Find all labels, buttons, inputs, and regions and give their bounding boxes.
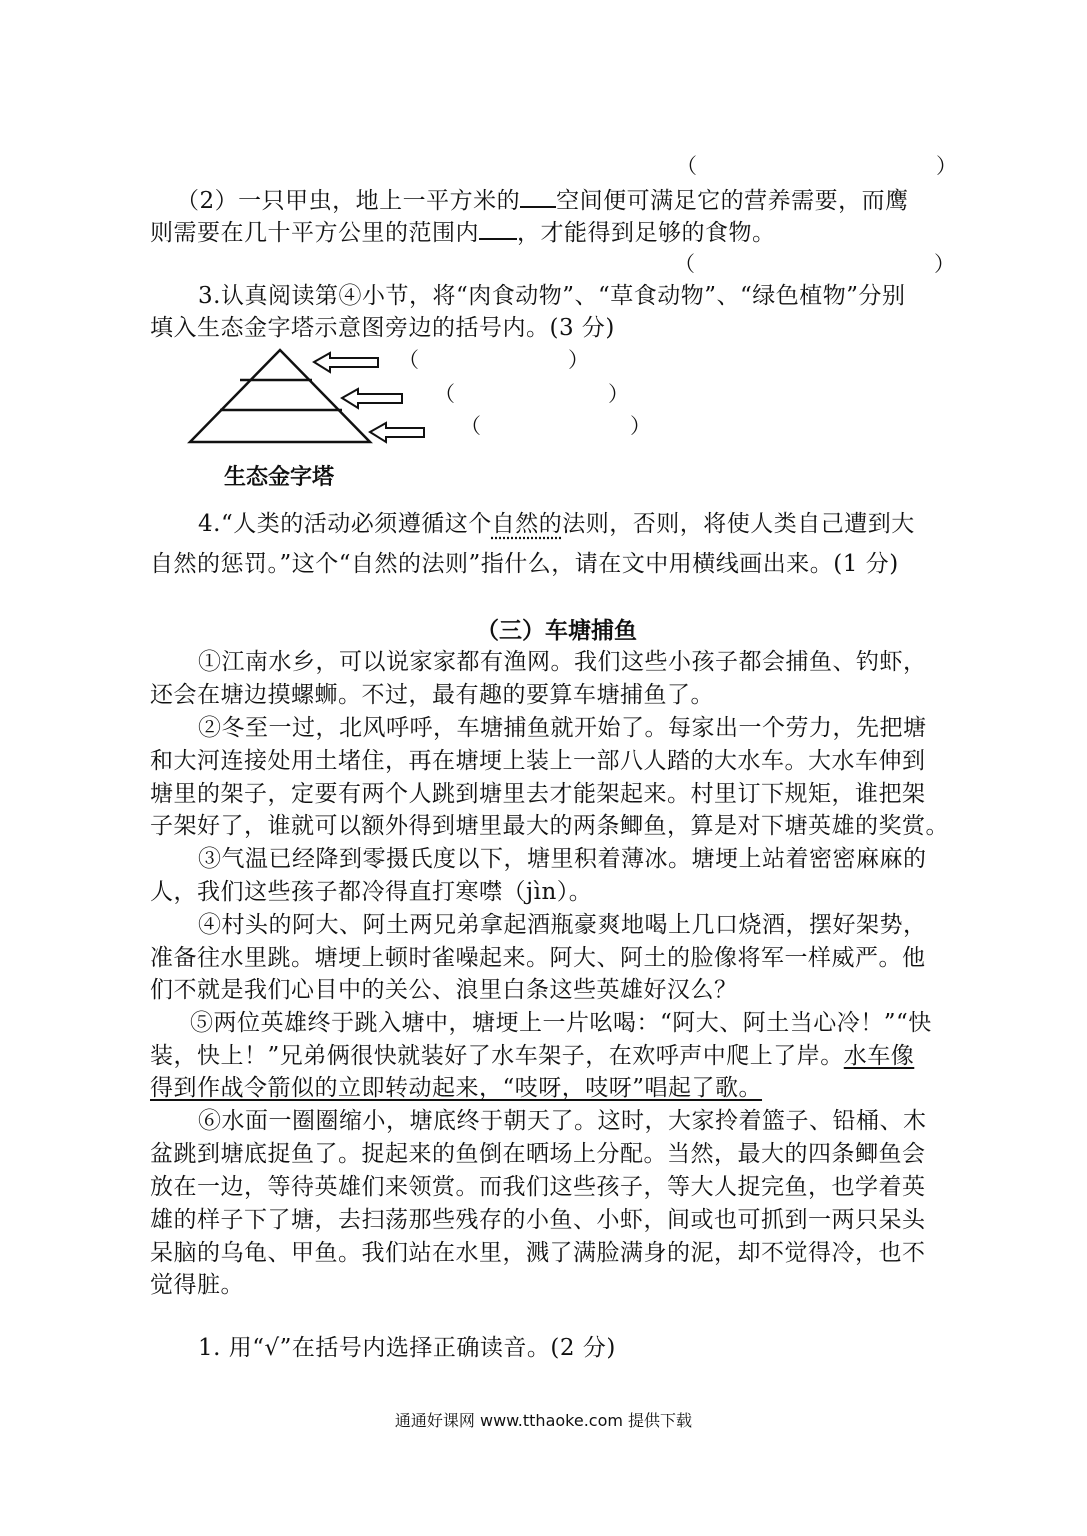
answer-paren-open: （	[460, 414, 481, 438]
q2-line-2: 则需要在几十平方公里的范围内 ，才能得到足够的食物。	[150, 214, 776, 249]
q3-line-2: 填入生态金字塔示意图旁边的括号内。(3 分)	[150, 315, 615, 341]
passage-title: （三）车塘捕鱼	[476, 618, 637, 644]
fill-blank[interactable]	[479, 214, 517, 240]
answer-paren-close: ）	[568, 348, 589, 372]
q2-line-1: （2）一只甲虫，地上一平方米的 空间便可满足它的营养需要，而鹰	[176, 182, 909, 217]
fill-blank[interactable]	[520, 182, 556, 208]
footer-text: 通通好课网 www.tthaoke.com 提供下载	[394, 1411, 693, 1430]
passage-line: ①江南水乡，可以说家家都有渔网。我们这些小孩子都会捕鱼、钓虾，	[198, 649, 927, 675]
passage-line: ④村头的阿大、阿土两兄弟拿起酒瓶豪爽地喝上几口烧酒，摆好架势，	[198, 912, 927, 938]
answer-paren-open: （	[676, 154, 697, 178]
passage-line: ②冬至一过，北风呼呼，车塘捕鱼就开始了。每家出一个劳力，先把塘	[198, 715, 927, 741]
passage-line: 还会在塘边摸螺蛳。不过，最有趣的要算车塘捕鱼了。	[150, 682, 714, 708]
passage-line: ⑥水面一圈圈缩小，塘底终于朝天了。这时，大家拎着篮子、铅桶、木	[198, 1108, 927, 1134]
pyramid-caption: 生态金字塔	[224, 465, 335, 490]
answer-paren-open: （	[674, 252, 695, 276]
answer-paren-close: ）	[936, 154, 957, 178]
q4-line-2: 自然的惩罚。”这个“自然的法则”指什么，请在文中用横线画出来。(1 分)	[150, 551, 899, 577]
passage-line: 塘里的架子，定要有两个人跳到塘里去才能架起来。村里订下规矩，谁把架	[150, 781, 926, 807]
passage-line: ⑤两位英雄终于跳入塘中，塘埂上一片吆喝：“阿大、阿土当心冷！”“快	[190, 1010, 932, 1036]
answer-paren-close: ）	[608, 382, 629, 406]
question-1: 1. 用“√”在括号内选择正确读音。(2 分)	[198, 1335, 616, 1361]
passage-line: 雄的样子下了塘，去扫荡那些残存的小鱼、小虾，间或也可抓到一两只呆头	[150, 1207, 926, 1233]
passage-line: ③气温已经降到零摄氏度以下，塘里积着薄冰。塘埂上站着密密麻麻的	[198, 846, 927, 872]
underlined-sentence: 得到作战令箭似的立即转动起来，“吱呀，吱呀”唱起了歌。	[150, 1075, 763, 1101]
passage-line: 装，快上！”兄弟俩很快就装好了水车架子，在欢呼声中爬上了岸。水车像	[150, 1043, 915, 1069]
answer-paren-close: ）	[630, 414, 651, 438]
passage-line: 人，我们这些孩子都冷得直打寒噤（jìn）。	[150, 879, 593, 905]
underlined-sentence: 水车像	[843, 1043, 915, 1069]
answer-paren-close: ）	[934, 252, 955, 276]
passage-line: 呆脑的乌龟、甲鱼。我们站在水里，溅了满脸满身的泥，却不觉得冷，也不	[150, 1240, 926, 1266]
passage-line: 子架好了，谁就可以额外得到塘里最大的两条鲫鱼，算是对下塘英雄的奖赏。	[150, 813, 949, 839]
answer-paren-open: （	[434, 382, 455, 406]
arrow-left-icon	[342, 389, 402, 408]
q3-line-1: 3.认真阅读第④小节，将“肉食动物”、“草食动物”、“绿色植物”分别	[198, 283, 906, 309]
passage-line	[150, 1072, 762, 1104]
q4-line-1: 4.“人类的活动必须遵循这个自然的法则，否则，将使人类自己遭到大	[198, 511, 915, 537]
passage-line: 准备往水里跳。塘埂上顿时雀噪起来。阿大、阿土的脸像将军一样威严。他	[150, 945, 926, 971]
answer-paren-open: （	[398, 348, 419, 372]
passage-line: 和大河连接处用土堵住，再在塘埂上装上一部八人踏的大水车。大水车伸到	[150, 748, 926, 774]
passage-line: 们不就是我们心目中的关公、浪里白条这些英雄好汉么？	[150, 977, 738, 1003]
passage-line: 盆跳到塘底捉鱼了。捉起来的鱼倒在晒场上分配。当然，最大的四条鲫鱼会	[150, 1141, 926, 1167]
passage-line: 觉得脏。	[150, 1272, 244, 1298]
passage-line: 放在一边，等待英雄们来领赏。而我们这些孩子，等大人捉完鱼，也学着英	[150, 1174, 926, 1200]
arrow-left-icon	[314, 353, 378, 372]
arrow-left-icon	[370, 423, 424, 442]
